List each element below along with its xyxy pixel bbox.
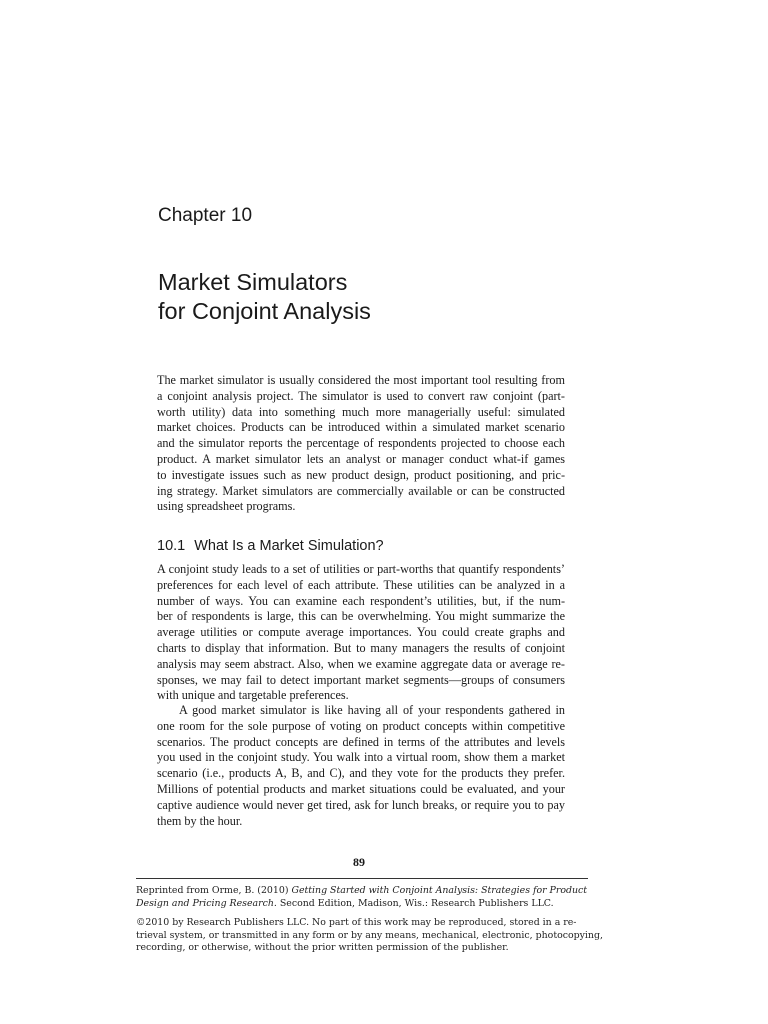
chapter-title-line: for Conjoint Analysis bbox=[158, 298, 371, 324]
copyright-notice bbox=[136, 917, 603, 955]
intro-paragraph bbox=[157, 373, 565, 515]
text-line: to investigate issues such as new product design, product positioning, and pric- bbox=[157, 467, 565, 482]
text-line: with unique and targetable preferences. bbox=[157, 688, 349, 703]
text-line: The market simulator is usually considered the most important tool resulting from bbox=[157, 373, 565, 387]
text-line: market choices. Products can be introduced within a simulated market scenario bbox=[157, 420, 565, 435]
footer-line bbox=[136, 898, 588, 911]
reprint-suffix: Second Edition, Madison, Wis.: Research Publishers LLC. bbox=[276, 897, 554, 909]
text-line: scenarios. The product concepts are defined in terms of the attributes and levels bbox=[157, 734, 565, 749]
text-line: preferences for each level of each attribute. These utilities can be analyzed in a bbox=[157, 577, 565, 592]
section-title: What Is a Market Simulation? bbox=[194, 538, 384, 554]
page-number: 89 bbox=[353, 855, 365, 869]
text-line: ing strategy. Market simulators are commercially available or can be constructed bbox=[157, 483, 565, 498]
text-line: a conjoint analysis project. The simulator is used to convert raw conjoint (part- bbox=[157, 388, 565, 403]
text-line: product. A market simulator lets an analyst or manager conduct what-if games bbox=[157, 451, 565, 466]
text-line: captive audience would never get tired, ask for lunch breaks, or require you to pay bbox=[157, 797, 565, 812]
chapter-label: Chapter 10 bbox=[158, 205, 253, 226]
footer-line: recording, or otherwise, without the prior written permission of the publisher. bbox=[136, 942, 509, 954]
footer-divider bbox=[136, 878, 588, 879]
chapter-title-line: Market Simulators bbox=[158, 269, 348, 295]
text-line: ber of respondents is large, this can be overwhelming. You might summarize the bbox=[157, 609, 565, 624]
reprint-prefix: Reprinted from Orme, B. (2010) bbox=[136, 885, 292, 896]
book-title-continued: Design and Pricing Research. bbox=[136, 897, 277, 909]
text-line: and the simulator reports the percentage of respondents projected to choose each bbox=[157, 436, 565, 451]
text-line: you used in the conjoint study. You walk into a virtual room, show them a market bbox=[157, 750, 565, 765]
text-line: sponses, we may fail to detect important market segments—groups of consumers bbox=[157, 672, 565, 687]
text-line: using spreadsheet programs. bbox=[157, 499, 296, 514]
body-paragraph bbox=[157, 562, 565, 704]
text-line: charts to display that information. But to many managers the results of conjoint bbox=[157, 640, 565, 655]
book-title: Getting Started with Conjoint Analysis: Strategies for Product bbox=[291, 885, 588, 896]
text-line: one room for the sole purpose of voting on product concepts within competitive bbox=[157, 718, 565, 733]
text-line: scenario (i.e., products A, B, and C), and they vote for the products they prefer. bbox=[157, 766, 565, 781]
text-line: analysis may seem abstract. Also, when we examine aggregate data or average re- bbox=[157, 656, 565, 671]
text-line: number of ways. You can examine each respondent’s utilities, but, if the num- bbox=[157, 593, 565, 608]
text-line: average utilities or compute average importances. You could create graphs and bbox=[157, 625, 565, 640]
reprint-notice bbox=[136, 885, 588, 910]
text-line: worth utility) data into something much more managerially useful: simulated bbox=[157, 404, 565, 419]
section-number: 10.1 bbox=[157, 538, 186, 554]
footer-line bbox=[136, 885, 588, 898]
text-line: A conjoint study leads to a set of utilities or part-worths that quantify respondents’ bbox=[157, 562, 565, 576]
footer-line: trieval system, or transmitted in any form or by any means, mechanical, electronic, photocopying, bbox=[136, 929, 603, 941]
chapter-title bbox=[158, 268, 371, 326]
text-line: them by the hour. bbox=[157, 813, 243, 828]
text-line: A good market simulator is like having all of your respondents gathered in bbox=[179, 703, 565, 717]
text-line: Millions of potential products and market situations could be evaluated, and your bbox=[157, 781, 565, 796]
footer-line: ©2010 by Research Publishers LLC. No part of this work may be reproduced, stored in a re- bbox=[136, 917, 577, 928]
body-paragraph bbox=[157, 703, 565, 829]
section-heading bbox=[157, 538, 384, 554]
